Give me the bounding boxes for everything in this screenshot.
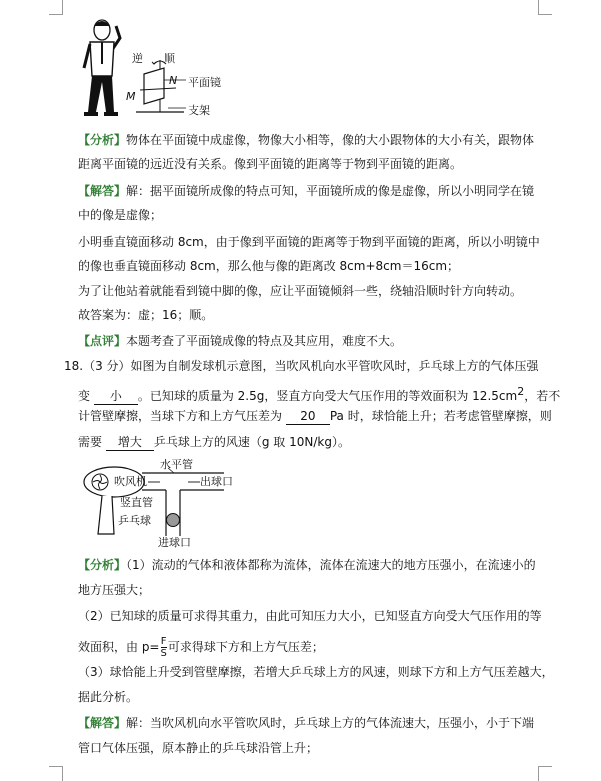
blank-2: 20 bbox=[286, 409, 330, 425]
answer-tag: 【解答】 bbox=[78, 184, 127, 198]
q18-line-3: 计管壁摩擦，当球下方和上方气压差为 20 Pa 时，球恰能上升；若考虑管壁摩擦，则 bbox=[78, 409, 552, 423]
fraction: $\frac{F}{S}$ bbox=[160, 636, 167, 659]
q18-answer-line-2: 管口气体压强，原本静止的乒乓球沿管上升； bbox=[78, 741, 319, 755]
crop-mark bbox=[538, 766, 539, 781]
label-stand: 支架 bbox=[188, 104, 210, 117]
label-n: N bbox=[169, 74, 178, 87]
label-vpipe: 竖直管 bbox=[120, 496, 153, 509]
launcher-figure bbox=[78, 456, 248, 548]
blank-3: 增大 bbox=[106, 435, 154, 451]
q18-line-1: 18.（3 分）如图为自制发球机示意图，当吹风机向水平管吹风时，乒乓球上方的气体压强 bbox=[64, 359, 539, 373]
label-shun: 顺 bbox=[164, 52, 175, 65]
crop-mark bbox=[62, 0, 63, 14]
q18-analysis-line-1: 【分析】（1）流动的气体和液体都称为流体，流体在流速大的地方压强小，在流速小的 bbox=[78, 558, 536, 572]
label-m: M bbox=[126, 90, 136, 103]
q17-comment-line: 【点评】本题考查了平面镜成像的特点及其应用，难度不大。 bbox=[78, 334, 403, 348]
q17-answer-line-6: 故答案为：虚；16；顺。 bbox=[78, 308, 214, 322]
q18-answer-line-1: 【解答】解：当吹风机向水平管吹风时，乒乓球上方的气体流速大，压强小，小于下端 bbox=[78, 716, 535, 730]
q18-line-2: 变 小 。已知球的质量为 2.5g，竖直方向受大气压作用的等效面积为 $12.5cm^2$，若不 bbox=[78, 385, 561, 403]
crop-mark bbox=[49, 14, 63, 15]
q17-answer-line-1: 【解答】解：据平面镜所成像的特点可知，平面镜所成的像是虚像，所以小明同学在镜 bbox=[78, 184, 535, 198]
crop-mark bbox=[538, 14, 552, 15]
q18-analysis-line-4: 效面积，由 p= $\frac{F}{S}$ 可求得球下方和上方气压差； bbox=[78, 636, 324, 659]
q17-answer-line-2: 中的像是虚像； bbox=[78, 208, 163, 222]
analysis-tag: 【分析】 bbox=[78, 558, 127, 572]
crop-mark bbox=[49, 766, 63, 767]
mirror-figure bbox=[76, 16, 246, 122]
crop-mark bbox=[538, 766, 552, 767]
analysis-tag: 【分析】 bbox=[78, 133, 127, 147]
label-hpipe: 水平管 bbox=[160, 458, 193, 471]
q17-answer-line-4: 的像也垂直镜面移动 8cm，那么他与像的距离改 8cm+8cm＝16cm； bbox=[78, 259, 460, 273]
crop-mark bbox=[538, 0, 539, 14]
label-blower: 吹风机 bbox=[114, 475, 147, 488]
q18-analysis-line-2: 地方压强大； bbox=[78, 583, 151, 597]
label-inlet: 进球口 bbox=[158, 536, 191, 549]
label-mirror: 平面镜 bbox=[188, 76, 221, 89]
q18-analysis-line-5: （3）球恰能上升受到管壁摩擦，若增大乒乓球上方的风速，则球下方和上方气压差越大， bbox=[78, 665, 554, 679]
q17-answer-line-5: 为了让他站着就能看到镜中脚的像，应让平面镜倾斜一些，绕轴沿顺时针方向转动。 bbox=[78, 284, 523, 298]
blank-1: 小 bbox=[94, 389, 138, 405]
q18-analysis-line-3: （2）已知球的质量可求得其重力，由此可知压力大小，已知竖直方向受大气压作用的等 bbox=[78, 609, 542, 623]
q18-analysis-line-6: 据此分析。 bbox=[78, 690, 139, 704]
q18-line-4: 需要 增大 乒乓球上方的风速（g 取 10N/kg）。 bbox=[78, 435, 350, 449]
crop-mark bbox=[62, 766, 63, 781]
q17-analysis-line-2: 距离平面镜的远近没有关系。像到平面镜的距离等于物到平面镜的距离。 bbox=[78, 157, 463, 171]
q17-answer-line-3: 小明垂直镜面移动 8cm，由于像到平面镜的距离等于物到平面镜的距离，所以小明镜中 bbox=[78, 235, 540, 249]
comment-tag: 【点评】 bbox=[78, 334, 127, 348]
label-outlet: 出球口 bbox=[200, 475, 233, 488]
label-ni: 逆 bbox=[132, 52, 143, 65]
label-ball: 乒乓球 bbox=[118, 514, 151, 527]
answer-tag: 【解答】 bbox=[78, 716, 127, 730]
q17-analysis-line-1: 【分析】物体在平面镜中成虚像，物像大小相等，像的大小跟物体的大小有关，跟物体 bbox=[78, 133, 535, 147]
person-illustration bbox=[76, 16, 246, 122]
